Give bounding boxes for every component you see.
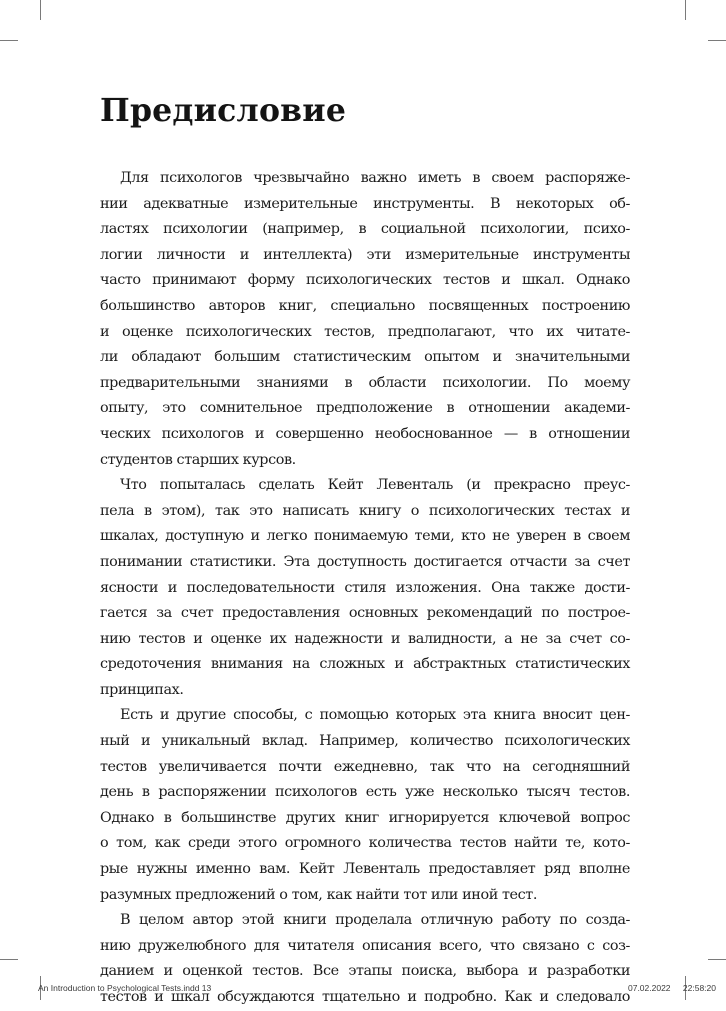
text-line: студентов старших курсов.	[100, 451, 296, 468]
text-line: Для психологов чрезвычайно важно иметь в своем распоряже-	[120, 170, 630, 186]
text-line: шкалах, доступную и легко понимаемую теми, кто не уверен в своем	[100, 528, 630, 545]
crop-mark-top-left	[40, 0, 41, 20]
text-line: понимании статистики. Эта доступность достигается отчасти за счет	[100, 553, 630, 570]
slug-file-name: An Introduction to Psychological Tests.indd 13	[38, 983, 212, 993]
text-line: нии адекватные измерительные инструменты. В некоторых об-	[100, 195, 630, 212]
text-line: данием и оценкой тестов. Все этапы поиска, выбора и разработки	[100, 963, 630, 980]
crop-mark-top-right	[685, 0, 686, 20]
body-text	[100, 166, 630, 1011]
text-line: ластях психологии (например, в социальной психологии, психо-	[100, 221, 630, 238]
crop-mark-right-bottom	[708, 959, 726, 960]
slug-time: 22:58:20	[682, 983, 716, 993]
text-line: ческих психологов и совершенно необоснованное — в отношении	[100, 425, 630, 442]
text-line: тестов и шкал обсуждаются тщательно и подробно. Как и следовало	[100, 989, 630, 1005]
text-line: ный и уникальный вклад. Например, количество психологических	[100, 733, 630, 750]
text-line: логии личности и интеллекта) эти измерительные инструменты	[100, 246, 630, 263]
text-line: Что попыталась сделать Кейт Левенталь (и прекрасно преус-	[120, 477, 630, 494]
text-line: разумных предложений о том, как найти тот или иной тест.	[100, 886, 537, 903]
text-line: В целом автор этой книги проделала отличную работу по созда-	[120, 912, 630, 929]
text-line: нию дружелюбного для читателя описания всего, что связано с соз-	[100, 937, 630, 954]
page-title: Предисловие	[100, 92, 347, 129]
text-line: гается за счет предоставления основных рекомендаций по построе-	[100, 605, 630, 622]
text-line: большинство авторов книг, специально посвященных построению	[100, 297, 630, 314]
text-line: Однако в большинстве других книг игнорируется ключевой вопрос	[100, 809, 630, 826]
crop-mark-right-top	[708, 40, 726, 41]
crop-mark-left-bottom	[0, 959, 18, 960]
text-line: рые нужны именно вам. Кейт Левенталь предоставляет ряд вполне	[100, 861, 630, 878]
text-line: принципах.	[100, 681, 184, 698]
text-line: часто принимают форму психологических тестов и шкал. Однако	[100, 272, 630, 289]
text-line: предварительными знаниями в области психологии. По моему	[100, 374, 630, 391]
slug-timestamp	[618, 983, 716, 993]
slug-date: 07.02.2022	[627, 983, 671, 993]
crop-mark-left-top	[0, 40, 18, 41]
text-line: и оценке психологических тестов, предполагают, что их читате-	[100, 323, 630, 340]
text-line: пела в этом), так это написать книгу о психологических тестах и	[100, 502, 630, 519]
text-line: средоточения внимания на сложных и абстрактных статистических	[100, 656, 630, 673]
text-line: нию тестов и оценке их надежности и валидности, а не за счет со-	[100, 630, 630, 647]
print-slug	[0, 983, 726, 997]
text-line: ясности и последовательности стиля изложения. Она также дости-	[100, 579, 630, 596]
text-line: ли обладают большим статистическим опытом и значительными	[100, 349, 630, 366]
text-line: о том, как среди этого огромного количества тестов найти те, кото-	[100, 835, 630, 852]
text-line: тестов увеличивается почти ежедневно, так что на сегодняшний	[100, 758, 630, 775]
text-line: Есть и другие способы, с помощью которых эта книга вносит цен-	[120, 707, 630, 724]
text-line: опыту, это сомнительное предположение в отношении академи-	[100, 400, 630, 417]
text-line: день в распоряжении психологов есть уже несколько тысяч тестов.	[100, 784, 630, 801]
